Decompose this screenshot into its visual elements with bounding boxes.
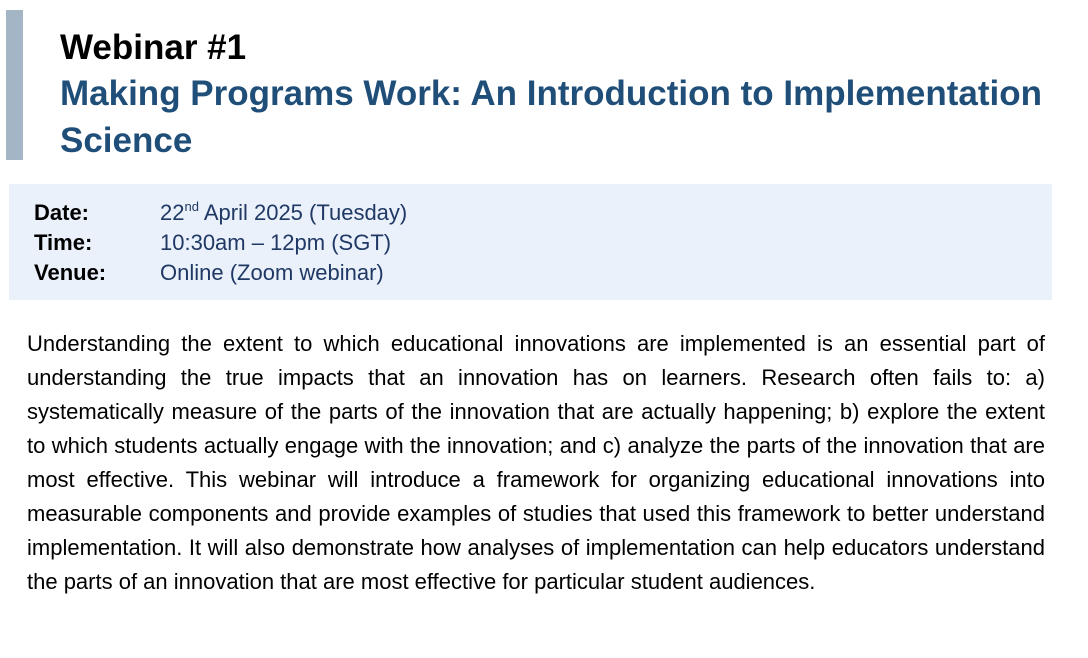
- time-value: 10:30am – 12pm (SGT): [160, 230, 392, 255]
- venue-label: Venue:: [34, 260, 107, 285]
- date-value: [160, 198, 407, 228]
- time-label: Time:: [34, 230, 93, 255]
- date-label: Date:: [34, 200, 90, 225]
- webinar-description: Understanding the extent to which educational innovations are implemented is an essential part of understanding the true impacts that an innovation has on learners. Research often fails to: a) systematically measure of the parts of the innovation that are actually happening; b) explore the extent to which students actually engage with the innovation; and c) analyze the parts of the innovation that are most effective. This webinar will introduce a framework for organizing educational innovations into measurable components and provide examples of studies that used this framework to better understand implementation. It will also demonstrate how analyses of implementation can help educators understand the parts of an innovation that are most effective for particular student audiences.: [27, 331, 1045, 594]
- date-day: 22: [160, 200, 185, 225]
- webinar-number: Webinar #1: [60, 28, 247, 67]
- webinar-title: Making Programs Work: An Introduction to Implementation Science: [60, 74, 1042, 160]
- webinar-header: [60, 26, 1070, 164]
- date-day-suffix: nd: [184, 199, 199, 214]
- date-rest: April 2025 (Tuesday): [198, 200, 408, 225]
- accent-bar: [6, 10, 23, 160]
- event-details: [9, 184, 1052, 300]
- venue-value: Online (Zoom webinar): [160, 260, 384, 285]
